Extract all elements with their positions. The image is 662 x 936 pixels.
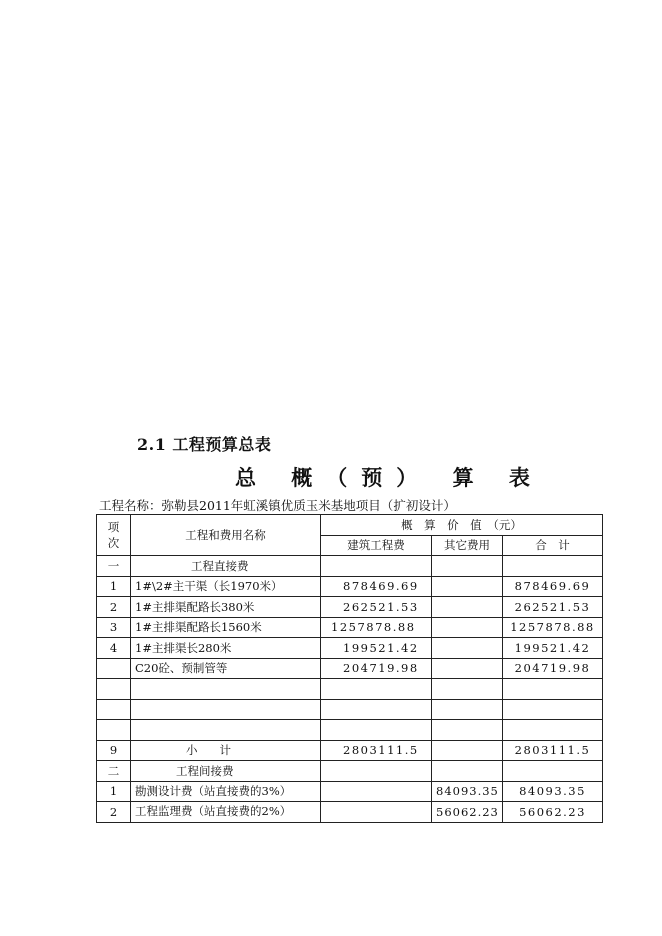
row-item-name: 1#主排渠配路长380米 (131, 597, 321, 618)
row-other-cost (432, 597, 503, 618)
table-row (97, 679, 603, 700)
project-name: 工程名称：弥勒县2011年虹溪镇优质玉米基地项目（扩初设计） (99, 498, 456, 513)
table-row (97, 638, 603, 659)
header-estimate: 概 算 价 值 （元） (321, 515, 603, 536)
table-row (97, 556, 603, 577)
row-total (503, 761, 603, 782)
row-total: 1257878.88 (503, 617, 603, 638)
table-row (97, 720, 603, 741)
row-total: 199521.42 (503, 638, 603, 659)
table-row (97, 617, 603, 638)
row-index (97, 699, 131, 720)
row-other-cost (432, 576, 503, 597)
row-construction-cost: 2803111.5 (321, 740, 432, 761)
row-construction-cost (321, 679, 432, 700)
row-item-name: 1#\2#主干渠（长1970米） (131, 576, 321, 597)
row-other-cost: 84093.35 (432, 781, 503, 802)
row-index: 1 (97, 576, 131, 597)
row-item-name: 小计 (131, 740, 321, 761)
row-total (503, 699, 603, 720)
row-construction-cost (321, 699, 432, 720)
row-index (97, 658, 131, 679)
row-index: 2 (97, 802, 131, 823)
table-row (97, 802, 603, 823)
row-item-name: C20砼、预制管等 (131, 658, 321, 679)
header-item-name: 工程和费用名称 (131, 515, 321, 556)
row-index: 4 (97, 638, 131, 659)
row-index: 二 (97, 761, 131, 782)
row-other-cost (432, 740, 503, 761)
row-item-name (131, 699, 321, 720)
row-item-name (131, 679, 321, 700)
header-total: 合 计 (503, 535, 603, 556)
row-other-cost (432, 658, 503, 679)
row-item-name (131, 720, 321, 741)
row-index: 1 (97, 781, 131, 802)
row-total: 262521.53 (503, 597, 603, 618)
row-total (503, 556, 603, 577)
row-other-cost: 56062.23 (432, 802, 503, 823)
row-index: 一 (97, 556, 131, 577)
header-other-cost: 其它费用 (432, 535, 503, 556)
row-construction-cost: 199521.42 (321, 638, 432, 659)
row-construction-cost (321, 761, 432, 782)
table-row (97, 761, 603, 782)
row-other-cost (432, 761, 503, 782)
row-index (97, 720, 131, 741)
row-total: 56062.23 (503, 802, 603, 823)
row-item-name: 工程间接费 (131, 761, 321, 782)
row-total: 2803111.5 (503, 740, 603, 761)
row-construction-cost (321, 781, 432, 802)
row-total: 84093.35 (503, 781, 603, 802)
budget-table (96, 514, 603, 823)
row-item-name: 工程监理费（站直接费的2%） (131, 802, 321, 823)
row-other-cost (432, 617, 503, 638)
table-header-row (97, 515, 603, 536)
table-row (97, 699, 603, 720)
row-index: 3 (97, 617, 131, 638)
row-total: 878469.69 (503, 576, 603, 597)
header-index: 项 次 (97, 515, 131, 556)
row-item-name: 工程直接费 (131, 556, 321, 577)
table-row (97, 781, 603, 802)
table-row (97, 576, 603, 597)
row-other-cost (432, 679, 503, 700)
row-other-cost (432, 556, 503, 577)
section-heading: 2.1 工程预算总表 (137, 435, 272, 454)
row-total (503, 679, 603, 700)
document-title: 总 概（预） 算 表 (235, 465, 544, 490)
row-construction-cost (321, 802, 432, 823)
row-item-name: 勘测设计费（站直接费的3%） (131, 781, 321, 802)
row-total: 204719.98 (503, 658, 603, 679)
row-index: 2 (97, 597, 131, 618)
row-other-cost (432, 720, 503, 741)
row-construction-cost: 1257878.88 (321, 617, 432, 638)
table-row (97, 597, 603, 618)
row-item-name: 1#主排渠配路长1560米 (131, 617, 321, 638)
row-item-name: 1#主排渠长280米 (131, 638, 321, 659)
row-construction-cost: 878469.69 (321, 576, 432, 597)
header-construction-cost: 建筑工程费 (321, 535, 432, 556)
row-construction-cost: 262521.53 (321, 597, 432, 618)
row-other-cost (432, 638, 503, 659)
row-total (503, 720, 603, 741)
row-construction-cost: 204719.98 (321, 658, 432, 679)
row-construction-cost (321, 556, 432, 577)
row-other-cost (432, 699, 503, 720)
row-index: 9 (97, 740, 131, 761)
row-index (97, 679, 131, 700)
table-row (97, 658, 603, 679)
row-construction-cost (321, 720, 432, 741)
table-row (97, 740, 603, 761)
